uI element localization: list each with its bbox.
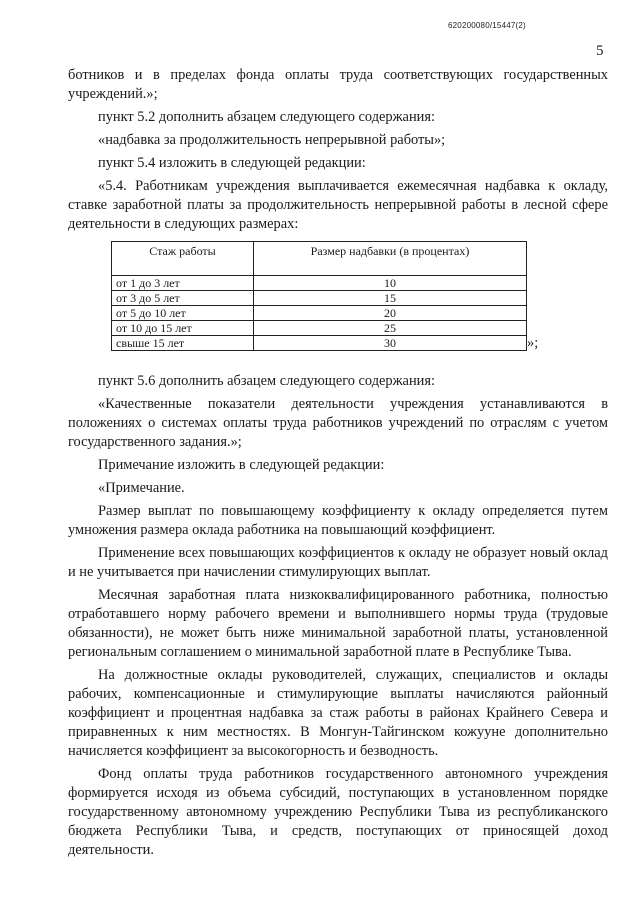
paragraph: На должностные оклады руководителей, служащих, специалистов и оклады рабочих, компенсационные и стимулирующие выплаты начисляются районный коэффициент и процентная надбавка за стаж работы в районах Крайнего Севера и приравненных к ним местностях. В Монгун-Тайгинском кожууне дополнительно начисляется коэффициент за высокогорность и безводность.: [68, 667, 608, 759]
paragraph: «надбавка за продолжительность непрерывной работы»;: [98, 132, 446, 148]
table-cell: от 3 до 5 лет: [112, 291, 254, 306]
table-row: [112, 276, 527, 291]
table-cell: от 5 до 10 лет: [112, 306, 254, 321]
paragraph: Примечание изложить в следующей редакции:: [98, 457, 385, 473]
table-cell: 20: [254, 306, 527, 321]
document-id: 620200080/15447(2): [448, 21, 526, 30]
paragraph: «5.4. Работникам учреждения выплачивается ежемесячная надбавка к окладу, ставке заработной платы за продолжительность непрерывной работы в лесной сфере деятельности в следующих размерах:: [68, 178, 608, 232]
table-cell: свыше 15 лет: [112, 336, 254, 351]
table-row: [112, 336, 527, 351]
paragraph: «Примечание.: [98, 480, 185, 496]
paragraph: Фонд оплаты труда работников государственного автономного учреждения формируется исходя из объема субсидий, поступающих в установленном порядке государственному автономному учреждению Республики Тыва из республиканского бюджета Республики Тыва, и средств, поступающих от приносящей доход деятельности.: [68, 766, 608, 858]
text-block-top: [68, 66, 608, 234]
table-cell: 15: [254, 291, 527, 306]
paragraph: пункт 5.4 изложить в следующей редакции:: [98, 155, 366, 171]
table-cell: 25: [254, 321, 527, 336]
table-cell: от 10 до 15 лет: [112, 321, 254, 336]
bonus-table-wrapper: [111, 241, 527, 351]
column-header-experience: Стаж работы: [112, 242, 254, 276]
table-row: [112, 306, 527, 321]
text-block-bottom: [68, 372, 608, 860]
table-header-row: [112, 242, 527, 276]
table-row: [112, 291, 527, 306]
paragraph: ботников и в пределах фонда оплаты труда соответствующих государственных учреждений.»;: [68, 67, 608, 102]
table-cell: 10: [254, 276, 527, 291]
paragraph: Применение всех повышающих коэффициентов к окладу не образует новый оклад и не учитывается при начислении стимулирующих выплат.: [68, 545, 608, 580]
table-row: [112, 321, 527, 336]
paragraph: пункт 5.6 дополнить абзацем следующего содержания:: [98, 373, 435, 389]
page-number: 5: [596, 43, 604, 59]
paragraph: пункт 5.2 дополнить абзацем следующего содержания:: [98, 109, 435, 125]
table-cell: от 1 до 3 лет: [112, 276, 254, 291]
paragraph: «Качественные показатели деятельности учреждения устанавливаются в положениях о системах оплаты труда работников учреждений по отраслям с учетом государственного задания.»;: [68, 396, 608, 450]
table-closing-quote: »;: [527, 335, 539, 351]
paragraph: Размер выплат по повышающему коэффициенту к окладу определяется путем умножения размера оклада работника на повышающий коэффициент.: [68, 503, 608, 538]
column-header-bonus: Размер надбавки (в процентах): [254, 242, 527, 276]
bonus-table: [111, 241, 527, 351]
table-cell: 30: [254, 336, 527, 351]
paragraph: Месячная заработная плата низкоквалифицированного работника, полностью отработавшего норму рабочего времени и выполнившего нормы труда (трудовые обязанности), не может быть ниже минимальной заработной платы, установленной региональным соглашением о минимальной заработной плате в Республике Тыва.: [68, 587, 608, 660]
